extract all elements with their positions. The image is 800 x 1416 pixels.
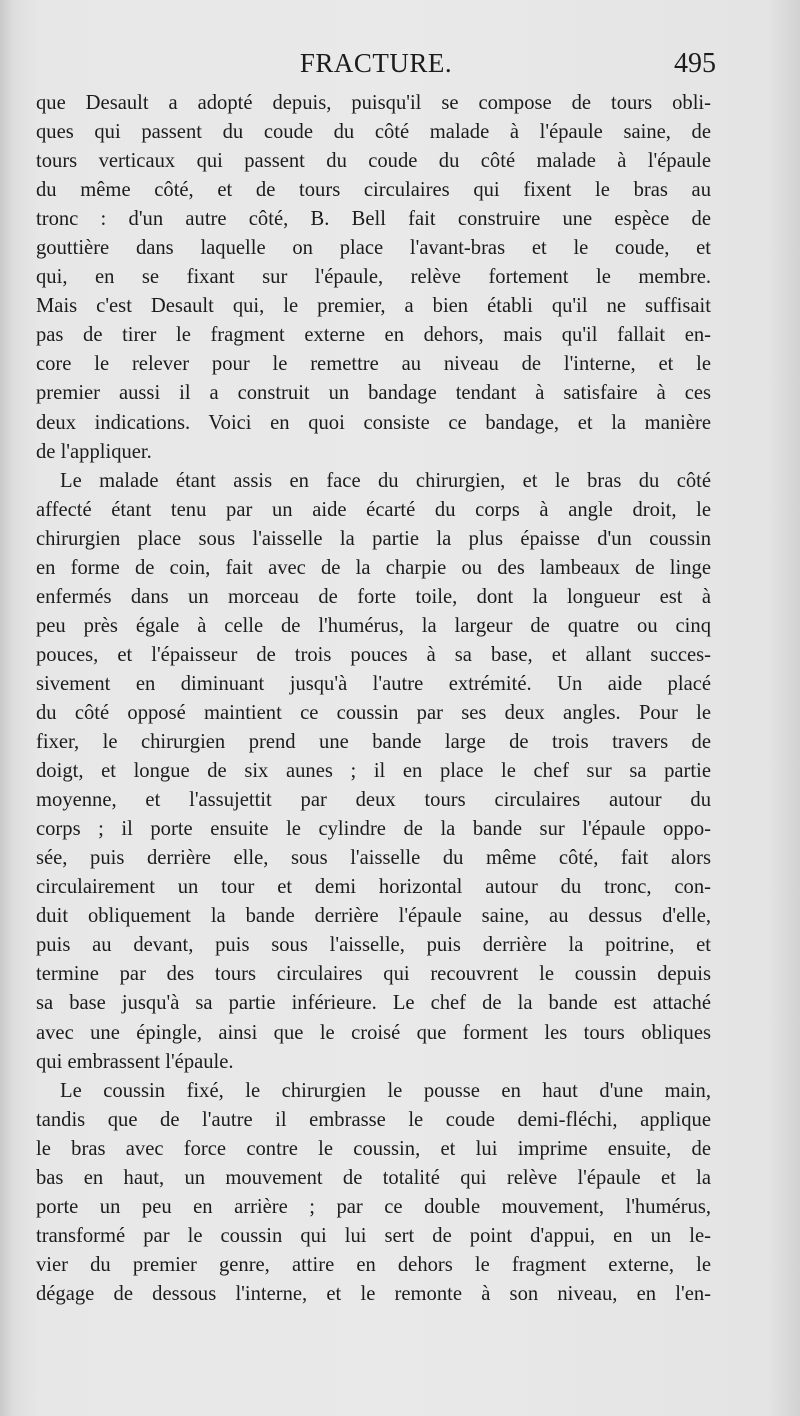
text-line: avec une épingle, ainsi que le croisé que forment les tours obliques	[36, 1021, 711, 1044]
text-line: Le malade étant assis en face du chirurgien, et le bras du côté	[60, 469, 711, 492]
text-line: pas de tirer le fragment externe en dehors, mais qu'il fallait en-	[36, 324, 711, 347]
text-line: tronc : d'un autre côté, B. Bell fait construire une espèce de	[36, 208, 711, 231]
text-line: termine par des tours circulaires qui recouvrent le coussin depuis	[36, 963, 711, 986]
text-line: transformé par le coussin qui lui sert de point d'appui, en un le-	[36, 1224, 711, 1247]
text-line: chirurgien place sous l'aisselle la partie la plus épaisse d'un coussin	[36, 527, 711, 550]
text-line: pouces, et l'épaisseur de trois pouces à sa base, et allant succes-	[36, 643, 711, 666]
text-line: ques qui passent du coude du côté malade à l'épaule saine, de	[36, 121, 711, 144]
text-line: doigt, et longue de six aunes ; il en place le chef sur sa partie	[36, 760, 711, 783]
text-line: affecté étant tenu par un aide écarté du corps à angle droit, le	[36, 498, 711, 521]
text-line: sée, puis derrière elle, sous l'aisselle du même côté, fait alors	[36, 847, 711, 870]
text-line: deux indications. Voici en quoi consiste ce bandage, et la manière	[36, 411, 711, 434]
text-line: corps ; il porte ensuite le cylindre de la bande sur l'épaule oppo-	[36, 818, 711, 841]
text-line: sa base jusqu'à sa partie inférieure. Le chef de la bande est attaché	[36, 992, 711, 1015]
text-line: en forme de coin, fait avec de la charpie ou des lambeaux de linge	[36, 556, 711, 579]
text-line: circulairement un tour et demi horizontal autour du tronc, con-	[36, 876, 711, 899]
text-line: peu près égale à celle de l'humérus, la largeur de quatre ou cinq	[36, 614, 711, 637]
text-line: bas en haut, un mouvement de totalité qui relève l'épaule et la	[36, 1166, 711, 1189]
paragraph-2	[36, 467, 711, 1077]
text-line: Le coussin fixé, le chirurgien le pousse en haut d'une main,	[60, 1079, 711, 1102]
text-line: tandis que de l'autre il embrasse le coude demi-fléchi, applique	[36, 1108, 711, 1131]
running-title: FRACTURE.	[299, 48, 453, 78]
text-line: duit obliquement la bande derrière l'épaule saine, au dessus d'elle,	[36, 905, 711, 928]
text-line: premier aussi il a construit un bandage tendant à satisfaire à ces	[36, 382, 711, 405]
text-line: le bras avec force contre le coussin, et lui imprime ensuite, de	[36, 1137, 711, 1160]
text-line: enfermés dans un morceau de forte toile, dont la longueur est à	[36, 585, 711, 608]
text-line: moyenne, et l'assujettit par deux tours circulaires autour du	[36, 789, 711, 812]
text-line: que Desault a adopté depuis, puisqu'il se compose de tours obli-	[36, 92, 711, 114]
text-line: qui, en se fixant sur l'épaule, relève fortement le membre.	[36, 266, 711, 289]
text-line: dégage de dessous l'interne, et le remonte à son niveau, en l'en-	[36, 1282, 711, 1305]
paragraph-1	[36, 89, 711, 467]
text-line: tours verticaux qui passent du coude du côté malade à l'épaule	[36, 150, 711, 173]
text-line: gouttière dans laquelle on place l'avant-bras et le coude, et	[36, 237, 711, 260]
text-line: core le relever pour le remettre au niveau de l'interne, et le	[36, 353, 711, 376]
text-line: du même côté, et de tours circulaires qui fixent le bras au	[36, 179, 711, 202]
text-line: qui embrassent l'épaule.	[36, 1050, 234, 1073]
text-line: de l'appliquer.	[36, 440, 152, 463]
page-header	[36, 48, 716, 92]
paragraph-3	[36, 1077, 711, 1309]
text-line: vier du premier genre, attire en dehors le fragment externe, le	[36, 1253, 711, 1276]
text-line: du côté opposé maintient ce coussin par ses deux angles. Pour le	[36, 701, 711, 724]
text-line: porte un peu en arrière ; par ce double mouvement, l'humérus,	[36, 1195, 711, 1218]
body-text	[36, 89, 711, 1309]
text-line: fixer, le chirurgien prend une bande large de trois travers de	[36, 731, 711, 754]
text-line: Mais c'est Desault qui, le premier, a bien établi qu'il ne suffisait	[36, 295, 711, 318]
page-number: 495	[674, 48, 716, 79]
text-line: sivement en diminuant jusqu'à l'autre extrémité. Un aide placé	[36, 672, 711, 695]
text-line: puis au devant, puis sous l'aisselle, puis derrière la poitrine, et	[36, 934, 711, 957]
